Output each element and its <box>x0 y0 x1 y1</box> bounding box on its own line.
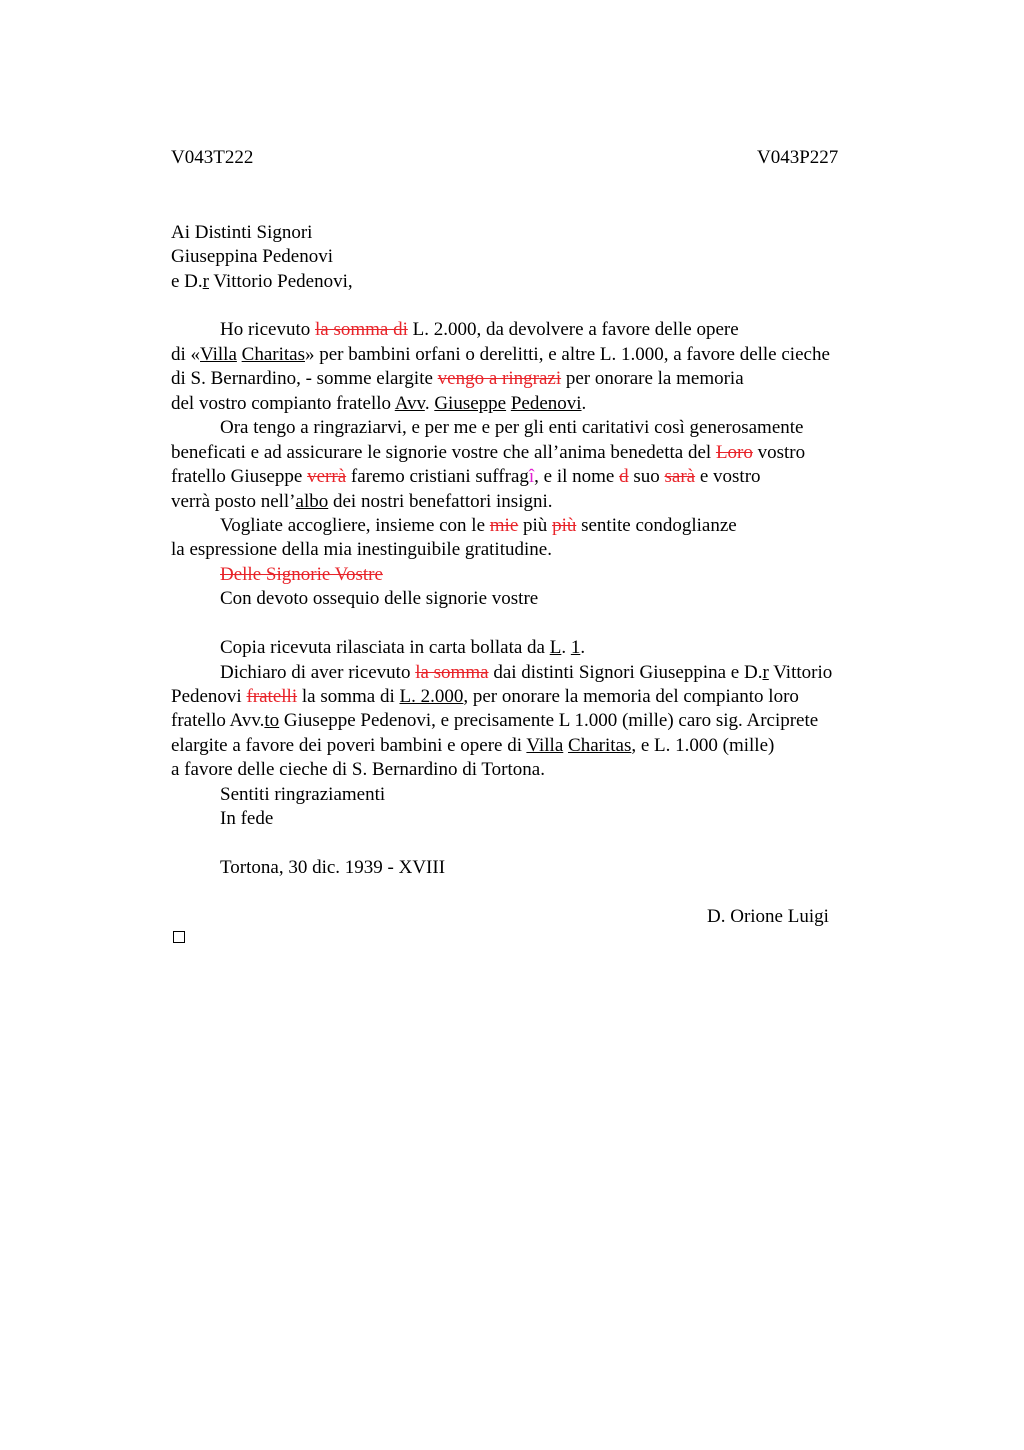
text-span: fratello Giuseppe <box>171 466 308 487</box>
p3-line-2: la espressione della mia inestinguibile gratitudine. <box>171 539 552 560</box>
deleted-text: Loro <box>715 442 753 463</box>
text-span: e vostro <box>695 466 761 487</box>
underlined-text: r <box>202 271 209 292</box>
text-span: . <box>581 393 587 414</box>
p2-line-1: Ora tengo a ringraziarvi, e per me e per gli enti caritativi così generosamente <box>220 417 804 438</box>
deleted-text: più <box>552 515 577 536</box>
checkbox-glyph-icon <box>173 931 185 943</box>
copy-line-6: a favore delle cieche di S. Bernardino di Tortona. <box>171 759 545 780</box>
underlined-text: Giuseppe <box>434 393 507 414</box>
p2-line-2 <box>171 441 805 465</box>
deleted-text: verrà <box>307 466 347 487</box>
deleted-text: mie <box>489 515 519 536</box>
text-span: , e L. 1.000 (mille) <box>631 735 775 756</box>
doc-code-right: V043P227 <box>757 147 839 168</box>
text-span: per onorare la memoria <box>561 368 744 389</box>
address-line-3 <box>171 270 353 294</box>
deleted-text: vengo a ringrazi <box>437 368 562 389</box>
underlined-text: to <box>264 710 280 731</box>
address-line-2: Giuseppina Pedenovi <box>171 246 334 267</box>
underlined-text: Charitas <box>241 344 305 365</box>
underlined-text: L. 2.000 <box>399 686 464 707</box>
p1-line-4 <box>171 392 586 416</box>
text-span: del vostro compianto fratello <box>171 393 395 414</box>
text-span: Vittorio <box>768 662 833 683</box>
doc-code-left: V043T222 <box>171 147 254 168</box>
text-span: più <box>518 515 553 536</box>
text-span: , per onorare la memoria del compianto loro <box>463 686 799 707</box>
text-span: . <box>580 637 586 658</box>
text-span: . <box>561 637 571 658</box>
text-span: di « <box>171 344 201 365</box>
text-span: Vittorio Pedenovi, <box>208 271 353 292</box>
text-span: faremo cristiani suffragî <box>346 466 535 487</box>
text-span: vostro <box>752 442 806 463</box>
underlined-text: Charitas <box>568 735 632 756</box>
copy-line-3 <box>171 685 799 709</box>
underlined-text: Avv <box>394 393 425 414</box>
text-span: . <box>424 393 435 414</box>
p2-line-3 <box>171 465 761 489</box>
copy-line-4 <box>171 709 818 733</box>
text-span: Ho ricevuto <box>220 319 315 340</box>
signature: D. Orione Luigi <box>707 906 829 927</box>
text-span: beneficati e ad assicurare le signorie vostre che all’anima benedetta del <box>171 442 716 463</box>
underlined-text: Villa <box>526 735 564 756</box>
text-span: Vogliate accogliere, insieme con le <box>220 515 490 536</box>
text-span: » per bambini orfani o derelitti, e altre L. 1.000, a favore delle cieche <box>304 344 830 365</box>
deleted-text: fratelli <box>246 686 298 707</box>
text-span: dei nostri benefattori insigni. <box>328 491 553 512</box>
text-span: L. 2.000, da devolvere a favore delle opere <box>407 319 739 340</box>
text-span: fratello Avv. <box>171 710 265 731</box>
text-span: di S. Bernardino, - somme elargite <box>171 368 438 389</box>
text-span: dai distinti Signori Giuseppina e D. <box>488 662 763 683</box>
underlined-text: Villa <box>200 344 237 365</box>
underlined-text: albo <box>295 491 329 512</box>
place-date: Tortona, 30 dic. 1939 - XVIII <box>220 857 446 878</box>
deleted-text: la somma di <box>314 319 408 340</box>
text-span: suo <box>628 466 665 487</box>
p1-line-3 <box>171 367 744 391</box>
p1-line-1 <box>220 318 739 342</box>
closing-line: Con devoto ossequio delle signorie vostre <box>220 588 539 609</box>
copy-line-1 <box>220 636 585 660</box>
text-span: Giuseppe Pedenovi, e precisamente L 1.000 (mille) caro sig. Arciprete <box>279 710 819 731</box>
p2-line-4 <box>171 490 553 514</box>
p1-line-2 <box>171 343 830 367</box>
deleted-closing-line: Delle Signorie Vostre <box>220 564 383 585</box>
underlined-text: 1 <box>570 637 581 658</box>
underlined-text: L <box>549 637 562 658</box>
text-span: , e il nome <box>534 466 620 487</box>
text-span: sentite condoglianze <box>576 515 737 536</box>
copy-line-5 <box>171 734 774 758</box>
copy-line-2 <box>220 661 832 685</box>
text-span: elargite a favore dei poveri bambini e opere di <box>171 735 527 756</box>
text-span: Dichiaro di aver ricevuto <box>220 662 416 683</box>
deleted-text: sarà <box>664 466 696 487</box>
text-span: e D. <box>171 271 203 292</box>
address-line-1: Ai Distinti Signori <box>171 222 313 243</box>
p3-line-1 <box>220 514 737 538</box>
underlined-text: r <box>762 662 769 683</box>
text-span: Copia ricevuta rilasciata in carta bollata da <box>220 637 550 658</box>
text-span: verrà posto nell’ <box>171 491 296 512</box>
copy-line-7: Sentiti ringraziamenti <box>220 784 386 805</box>
text-span: Pedenovi <box>171 686 247 707</box>
deleted-text: la somma <box>415 662 489 683</box>
inserted-accent: î <box>528 466 535 487</box>
copy-line-8: In fede <box>220 808 274 829</box>
deleted-text: d <box>619 466 629 487</box>
underlined-text: Pedenovi <box>510 393 582 414</box>
text-span: la somma di <box>297 686 400 707</box>
